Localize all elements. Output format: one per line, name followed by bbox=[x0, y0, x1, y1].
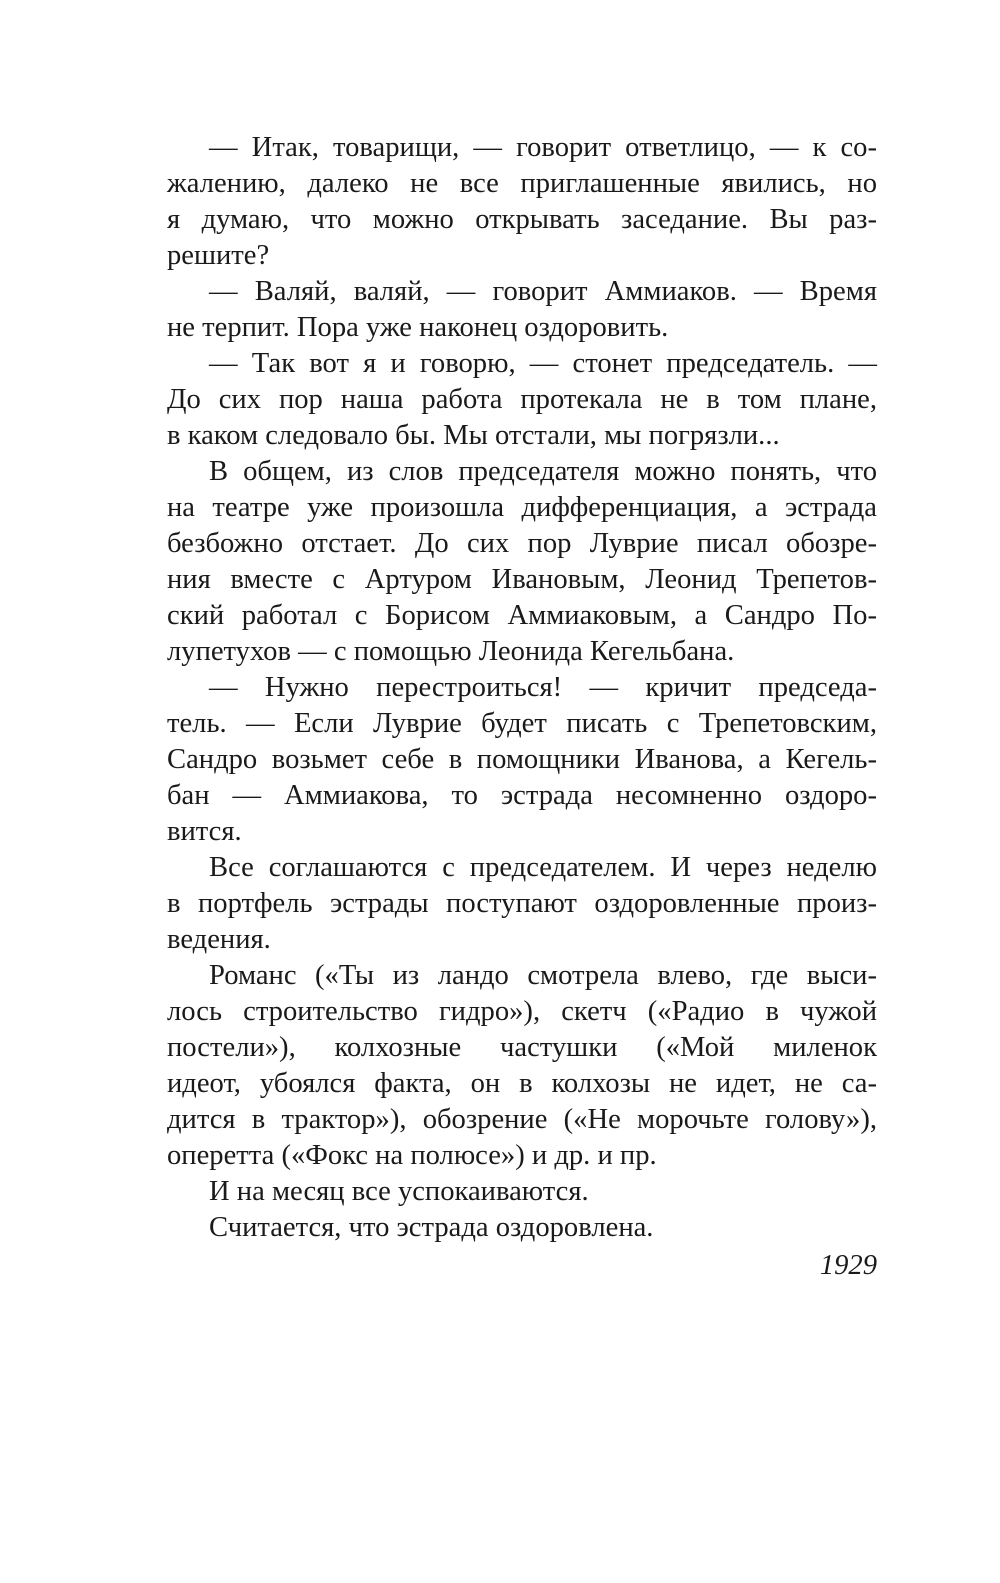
paragraph-2 bbox=[167, 274, 877, 346]
text-line: Все соглашаются с председателем. И через неделю bbox=[209, 852, 877, 883]
paragraph-9 bbox=[167, 1210, 877, 1246]
text-line: — Валяй, валяй, — говорит Аммиаков. — Время bbox=[209, 276, 877, 307]
text-line: В общем, из слов председателя можно понять, что bbox=[209, 456, 877, 487]
text-line: жалению, далеко не все приглашенные явились, но bbox=[167, 168, 877, 199]
paragraph-8 bbox=[167, 1174, 877, 1210]
text-line: в портфель эстрады поступают оздоровленные произ- bbox=[167, 888, 877, 919]
text-line: До сих пор наша работа протекала не в том плане, bbox=[167, 384, 877, 415]
text-line: постели»), колхозные частушки («Мой миленок bbox=[167, 1032, 877, 1063]
text-line: И на месяц все успокаиваются. bbox=[209, 1176, 589, 1207]
text-line: вится. bbox=[167, 816, 242, 847]
paragraph-5 bbox=[167, 670, 877, 850]
text-line: Считается, что эстрада оздоровлена. bbox=[209, 1212, 654, 1243]
text-line: лось строительство гидро»), скетч («Радио в чужой bbox=[167, 996, 877, 1027]
text-line: не терпит. Пора уже наконец оздоровить. bbox=[167, 312, 669, 343]
text-line: на театре уже произошла дифференциация, а эстрада bbox=[167, 492, 877, 523]
paragraph-7 bbox=[167, 958, 877, 1174]
text-line: Романс («Ты из ландо смотрела влево, где выси- bbox=[209, 960, 877, 991]
page-text bbox=[167, 130, 877, 1284]
text-line: решите? bbox=[167, 240, 270, 271]
text-line: — Нужно перестроиться! — кричит председа- bbox=[209, 672, 877, 703]
text-line: — Так вот я и говорю, — стонет председатель. — bbox=[209, 348, 877, 379]
text-line: дится в трактор»), обозрение («Не морочьте голову»), bbox=[167, 1104, 877, 1135]
date-signature: 1929 bbox=[819, 1250, 877, 1281]
text-line: я думаю, что можно открывать заседание. Вы раз- bbox=[167, 204, 877, 235]
text-line: ведения. bbox=[167, 924, 271, 955]
text-line: в каком следовало бы. Мы отстали, мы погрязли... bbox=[167, 420, 780, 451]
text-line: ния вместе с Артуром Ивановым, Леонид Трепетов- bbox=[167, 564, 877, 595]
text-line: идеот, убоялся факта, он в колхозы не идет, не са- bbox=[167, 1068, 877, 1099]
text-line: Сандро возьмет себе в помощники Иванова, а Кегель- bbox=[167, 744, 877, 775]
text-line: — Итак, товарищи, — говорит ответлицо, — к со- bbox=[209, 132, 877, 163]
paragraph-4 bbox=[167, 454, 877, 670]
text-line: лупетухов — с помощью Леонида Кегельбана. bbox=[167, 636, 735, 667]
paragraph-1 bbox=[167, 130, 877, 274]
text-line: бан — Аммиакова, то эстрада несомненно оздоро- bbox=[167, 780, 877, 811]
paragraph-3 bbox=[167, 346, 877, 454]
text-line: безбожно отстает. До сих пор Луврие писал обозре- bbox=[167, 528, 877, 559]
text-line: ский работал с Борисом Аммиаковым, а Сандро По- bbox=[167, 600, 877, 631]
text-line: оперетта («Фокс на полюсе») и др. и пр. bbox=[167, 1140, 657, 1171]
paragraph-6 bbox=[167, 850, 877, 958]
text-line: тель. — Если Луврие будет писать с Трепетовским, bbox=[167, 708, 877, 739]
